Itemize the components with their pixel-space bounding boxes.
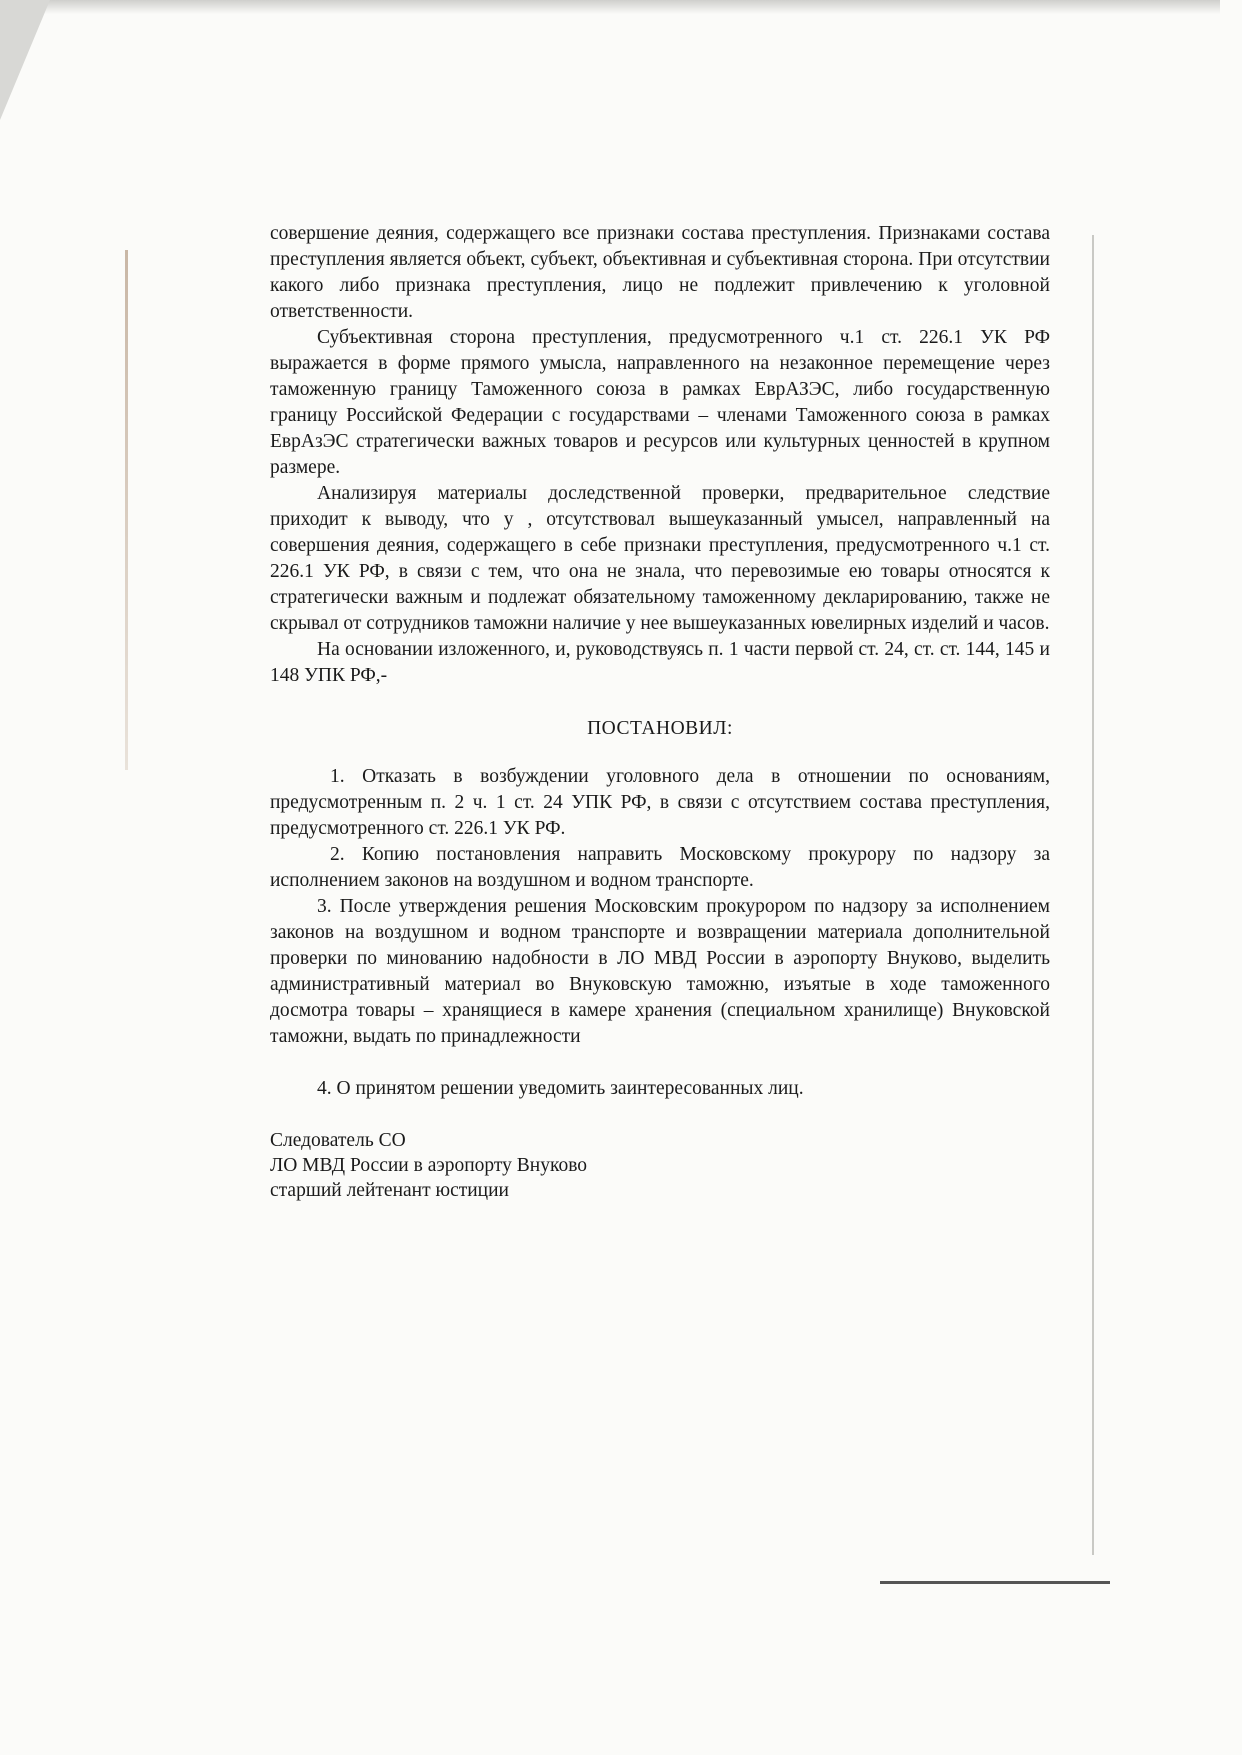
resolution-item-3: 3. После утверждения решения Московским прокурором по надзору за исполнением законов на воздушном и водном транспорте и возвращении материала дополнительной проверки по минованию надобности в ЛО МВД России в аэропорту Внуково, выделить административный материал во Внуковскую таможню, изъятые в ходе таможенного досмотра товары – хранящиеся в камере хранения (специальном хранилище) Внуковской таможни, выдать по принадлежности: [270, 896, 1050, 1047]
folded-corner: [0, 0, 50, 120]
paragraph-1: совершение деяния, содержащего все признаки состава преступления. Признаками состава преступления является объект, субъект, объективная и субъективная сторона. При отсутствии какого либо признака преступления, лицо не подлежит привлечению к уголовной ответственности.: [270, 223, 1050, 322]
scan-artifact-bottom: [880, 1581, 1110, 1584]
resolution-item-2: 2. Копию постановления направить Московскому прокурору по надзору за исполнением законов на воздушном и водном транспорте.: [270, 844, 1050, 891]
document-body: [270, 221, 1050, 1102]
resolution-item-1: 1. Отказать в возбуждении уголовного дела в отношении по основаниям, предусмотренным п. 2 ч. 1 ст. 24 УПК РФ, в связи с отсутствием состава преступления, предусмотренного ст. 226.1 УК РФ.: [270, 766, 1050, 839]
resolution-heading: ПОСТАНОВИЛ:: [587, 718, 733, 739]
scan-artifact-right: [1092, 235, 1094, 1555]
scan-top-edge: [40, 0, 1220, 14]
paragraph-3: Анализируя материалы доследственной проверки, предварительное следствие приходит к выводу, что у , отсутствовал вышеуказанный умысел, направленный на совершения деяния, содержащего в себе признаки преступления, предусмотренного ч.1 ст. 226.1 УК РФ, в связи с тем, что она не знала, что перевозимые ею товары относятся к стратегически важным и подлежат обязательному таможенному декларированию, также не скрывал от сотрудников таможни наличие у нее вышеуказанных ювелирных изделий и часов.: [270, 483, 1050, 634]
paragraph-2: Субъективная сторона преступления, предусмотренного ч.1 ст. 226.1 УК РФ выражается в форме прямого умысла, направленного на незаконное перемещение через таможенную границу Таможенного союза в рамках ЕврАЗЭС, либо государственную границу Российской Федерации с государствами – членами Таможенного союза в рамках ЕврАзЭС стратегически важных товаров и ресурсов или культурных ценностей в крупном размере.: [270, 327, 1050, 478]
paragraph-4: На основании изложенного, и, руководствуясь п. 1 части первой ст. 24, ст. ст. 144, 145 и 148 УПК РФ,-: [270, 639, 1050, 686]
signature-line-1: Следователь СО: [270, 1130, 406, 1151]
resolution-item-4: 4. О принятом решении уведомить заинтересованных лиц.: [317, 1078, 804, 1099]
scan-artifact-left: [125, 250, 128, 770]
signature-block: [270, 1128, 587, 1203]
signature-line-2: ЛО МВД России в аэропорту Внуково: [270, 1155, 588, 1176]
signature-line-3: старший лейтенант юстиции: [270, 1180, 509, 1201]
